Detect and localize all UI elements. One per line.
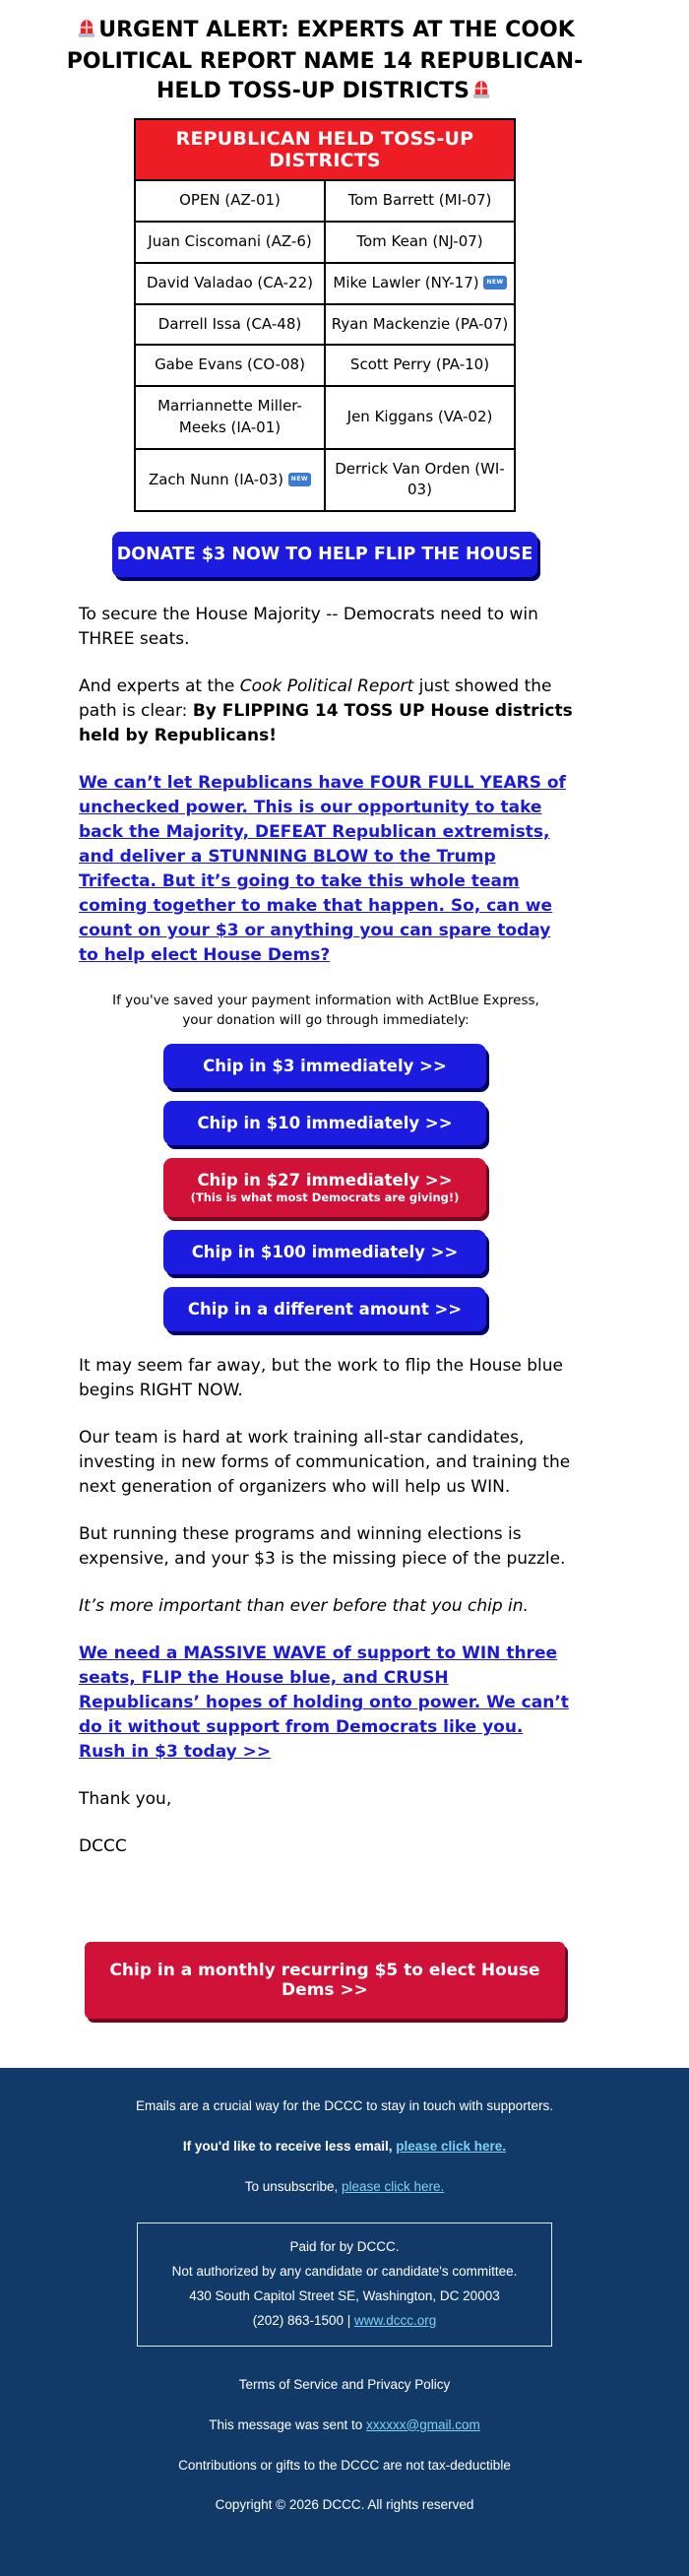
chip-in-10-button[interactable]: Chip in $10 immediately >> [163,1101,486,1145]
actblue-express-note [79,991,573,1031]
email-body [0,16,650,2019]
paragraph-far-away: It may seem far away, but the work to flip the House blue begins RIGHT NOW. [79,1356,563,1401]
unsubscribe-link[interactable]: please click here. [342,2179,445,2194]
paragraph-important-chip-in [79,1594,573,1619]
tax-deductible-text: Contributions or gifts to the DCCC are not tax-deductible [178,2457,511,2473]
district-cell: Darrell Issa (CA-48) [135,304,325,346]
siren-icon [76,18,97,47]
headline [42,16,607,108]
district-cell: Juan Ciscomani (AZ-6) [135,222,325,263]
chip-in-27-label: Chip in $27 immediately >> [197,1171,453,1191]
table-row [135,222,515,263]
cook-political-report-title: Cook Political Report [239,676,414,697]
chip-in-100-button[interactable]: Chip in $100 immediately >> [163,1230,486,1274]
district-cell [325,263,515,304]
address-line: 430 South Capitol Street SE, Washington, DC 20003 [189,2287,500,2303]
footer-unsubscribe-line [0,2178,689,2197]
table-header-row [135,119,515,180]
actblue-express-note-line2: your donation will go through immediately: [182,1012,470,1029]
table-row [135,386,515,449]
district-cell: Marriannette Miller-Meeks (IA-01) [135,386,325,449]
new-badge-icon: NEW [483,276,506,290]
district-cell: Ryan Mackenzie (PA-07) [325,304,515,346]
districts-table [134,118,516,512]
sent-to-text: This message was sent to [209,2416,367,2432]
paragraph-team-at-work: Our team is hard at work training all-star candidates, investing in new forms of communication, and training the next generation of organizers who will help us WIN. [79,1428,571,1498]
email-footer [0,2068,689,2576]
recipient-email-link[interactable]: xxxxxx@gmail.com [366,2416,480,2432]
district-cell: OPEN (AZ-01) [135,180,325,222]
paragraph-important-chip-in-italic: It’s more important than ever before that you chip in. [79,1596,529,1617]
paragraph-experts [79,675,573,748]
siren-icon [470,79,492,108]
district-cell-text: Mike Lawler (NY-17) [333,273,479,291]
dccc-website-link[interactable]: www.dccc.org [354,2312,437,2328]
not-authorized-line: Not authorized by any candidate or candidate's committee. [171,2263,518,2279]
district-cell: David Valadao (CA-22) [135,263,325,304]
paragraph-secure-majority: To secure the House Majority -- Democrats need to win THREE seats. [79,605,538,650]
email-copy-2 [0,1354,650,1859]
district-cell [135,449,325,512]
copyright-text: Copyright © 2026 DCCC. All rights reserved [215,2497,474,2513]
table-header: REPUBLICAN HELD TOSS-UP DISTRICTS [135,119,515,180]
signoff-dccc: DCCC [79,1836,127,1857]
table-row [135,304,515,346]
new-badge-icon: NEW [288,473,311,486]
footer-unsubscribe-text: To unsubscribe, [244,2179,342,2194]
chip-in-3-button[interactable]: Chip in $3 immediately >> [163,1044,486,1088]
chip-in-27-sublabel: (This is what most Democrats are giving!) [190,1191,460,1205]
table-row [135,345,515,386]
phone-number: (202) 863-1500 | [252,2312,355,2328]
chip-in-27-button[interactable] [163,1158,486,1217]
actblue-express-note-line1: If you've saved your payment information with ActBlue Express, [112,992,539,1008]
paragraph-experts-mid: just showed the path is clear: [79,676,552,722]
table-row [135,263,515,304]
table-row [135,449,515,512]
donate-link-paragraph-1[interactable]: We can’t let Republicans have FOUR FULL YEARS of unchecked power. This is our opportunity to take back the Majority, DEFEAT Republican extremists, and deliver a STUNNING BLOW to the Trump Trifecta. But it’s going to take this whole team coming together to make that happen. So, can we count on your $3 or anything you can spare today to help elect House Dems? [79,773,566,965]
district-cell: Tom Barrett (MI-07) [325,180,515,222]
signoff-thank-you: Thank you, [79,1789,172,1810]
paragraph-experts-start: And experts at the [79,676,240,697]
donate-link-paragraph-2[interactable]: We need a MASSIVE WAVE of support to WIN three seats, FLIP the House blue, and CRUSH Republicans’ hopes of holding onto power. We can’t do it without support from Democrats like you. Rush in $3 today >> [79,1643,569,1763]
table-row [135,180,515,222]
district-cell: Tom Kean (NJ-07) [325,222,515,263]
paragraph-programs-expensive: But running these programs and winning elections is expensive, and your $3 is the missing piece of the puzzle. [79,1524,566,1570]
paid-for-line: Paid for by DCCC. [289,2238,400,2254]
footer-crucial-way-text: Emails are a crucial way for the DCCC to stay in touch with supporters. [136,2098,553,2114]
chip-in-different-amount-button[interactable]: Chip in a different amount >> [163,1287,486,1331]
donate-button[interactable]: DONATE $3 NOW TO HELP FLIP THE HOUSE [112,532,537,577]
terms-privacy-link[interactable]: Terms of Service and Privacy Policy [238,2376,451,2392]
phone-line [148,2309,541,2334]
district-cell: Derrick Van Orden (WI-03) [325,449,515,512]
district-cell-text: Zach Nunn (IA-03) [148,470,284,488]
district-cell: Scott Perry (PA-10) [325,345,515,386]
footer-less-email-line [0,2138,689,2157]
paid-for-disclaimer-box [137,2222,552,2347]
footer-less-email-text: If you'd like to receive less email, [182,2139,397,2155]
footer-sent-to-line [0,2416,689,2435]
email-copy [0,603,650,1030]
monthly-recurring-button[interactable]: Chip in a monthly recurring $5 to elect House Dems >> [85,1942,565,2019]
receive-less-email-link[interactable]: please click here. [396,2139,507,2155]
district-cell: Gabe Evans (CO-08) [135,345,325,386]
headline-text: URGENT ALERT: EXPERTS AT THE COOK POLITICAL REPORT NAME 14 REPUBLICAN-HELD TOSS-UP DISTRICTS [66,18,584,103]
paragraph-experts-bold: By FLIPPING 14 TOSS UP House districts held by Republicans! [79,701,573,746]
district-cell: Jen Kiggans (VA-02) [325,386,515,449]
